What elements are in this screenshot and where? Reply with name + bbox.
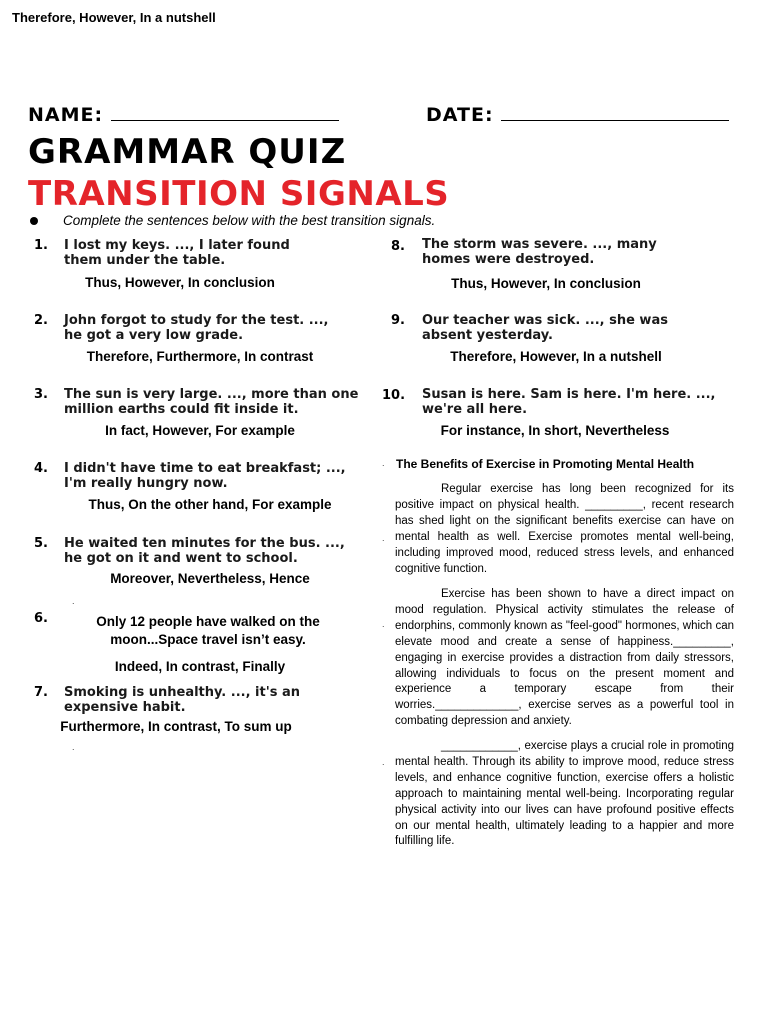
name-blank-line — [111, 104, 339, 121]
stray-mark: . — [382, 533, 385, 543]
stray-mark: . — [382, 619, 385, 629]
question-options: Furthermore, In contrast, To sum up — [60, 719, 292, 734]
question-number: 9. — [391, 313, 405, 328]
question-text: John forgot to study for the test. ..., he got a very low grade. — [64, 313, 329, 343]
instruction — [30, 213, 435, 228]
essay-title: The Benefits of Exercise in Promoting Mental Health — [396, 457, 695, 471]
question-options: Indeed, In contrast, Finally — [114, 659, 286, 674]
bullet-icon — [30, 217, 38, 225]
quiz-title: GRAMMAR QUIZ — [28, 132, 347, 172]
date-blank-line — [501, 104, 729, 121]
question-number: 3. — [34, 387, 48, 402]
question-text: I lost my keys. ..., I later found them under the table. — [64, 238, 290, 268]
question-number: 5. — [34, 536, 48, 551]
question-options: In fact, However, For example — [105, 423, 295, 438]
question-options: Thus, However, In conclusion — [85, 275, 275, 290]
question-text: He waited ten minutes for the bus. ..., he got on it and went to school. — [64, 536, 345, 566]
question-text: The sun is very large. ..., more than one million earths could fit inside it. — [64, 387, 359, 417]
date-label: DATE: — [426, 104, 494, 126]
question-text: Susan is here. Sam is here. I'm here. ..., we're all here. — [422, 387, 716, 417]
instruction-text: Complete the sentences below with the best transition signals. — [63, 213, 436, 228]
essay-paragraph: Exercise has been shown to have a direct impact on mood regulation. Physical activity stimulates the release of endorphins, commonly known as "feel-good" hormones, which can elevate mood and create a sense of happiness._________, engaging in exercise provides a distraction from daily stressors, allowing individuals to focus on the present moment and experience a temporary escape from their worries._____________, exercise serves as a powerful tool in combating depression and anxiety. — [395, 588, 734, 728]
quiz-subtitle: TRANSITION SIGNALS — [28, 174, 450, 214]
question-text: The storm was severe. ..., many homes were destroyed. — [422, 237, 657, 267]
question-options: Thus, However, In conclusion — [451, 276, 641, 291]
stray-mark: . — [382, 757, 385, 767]
question-number: 2. — [34, 313, 48, 328]
stray-mark: . — [382, 458, 385, 468]
stray-mark: . — [72, 742, 75, 752]
question-text: Our teacher was sick. ..., she was absent yesterday. — [422, 313, 668, 343]
name-field — [28, 104, 339, 126]
question-options: For instance, In short, Nevertheless — [440, 423, 670, 438]
question-number: 6. — [34, 611, 48, 626]
question-options: Therefore, Furthermore, In contrast — [86, 349, 314, 364]
question-text: Smoking is unhealthy. ..., it's an expensive habit. — [64, 685, 300, 715]
page-heading: Therefore, However, In a nutshell — [12, 10, 216, 25]
question-number: 1. — [34, 238, 48, 253]
question-number: 10. — [382, 388, 406, 403]
question-options: Therefore, However, In a nutshell — [450, 349, 662, 364]
question-text: I didn't have time to eat breakfast; ..., I'm really hungry now. — [64, 461, 346, 491]
question-number: 4. — [34, 461, 48, 476]
name-label: NAME: — [28, 104, 104, 126]
date-field — [426, 104, 729, 126]
essay-paragraph: Regular exercise has long been recognized for its positive impact on physical health. _________, recent research has shed light on the significant benefits exercise can have on mental health as well. Exercise promotes mental well-being, including improved mood, reduced stress levels, and enhanced cognitive function. — [395, 483, 734, 575]
essay-paragraph: ____________, exercise plays a crucial role in promoting mental health. Through its ability to improve mood, reduce stress levels, and enhance cognitive function, exercise offers a holistic approach to maintaining mental well-being. Incorporating regular physical activity into our lives can have profound positive effects on our mental health, ultimately leading to a happier and more fulfilling life. — [395, 740, 734, 848]
question-number: 7. — [34, 685, 48, 700]
question-options: Thus, On the other hand, For example — [88, 497, 332, 512]
question-number: 8. — [391, 239, 405, 254]
question-text: Only 12 people have walked on the moon...Space travel isn’t easy. — [96, 614, 320, 647]
stray-mark: . — [72, 596, 75, 606]
question-options: Moreover, Nevertheless, Hence — [110, 571, 310, 586]
